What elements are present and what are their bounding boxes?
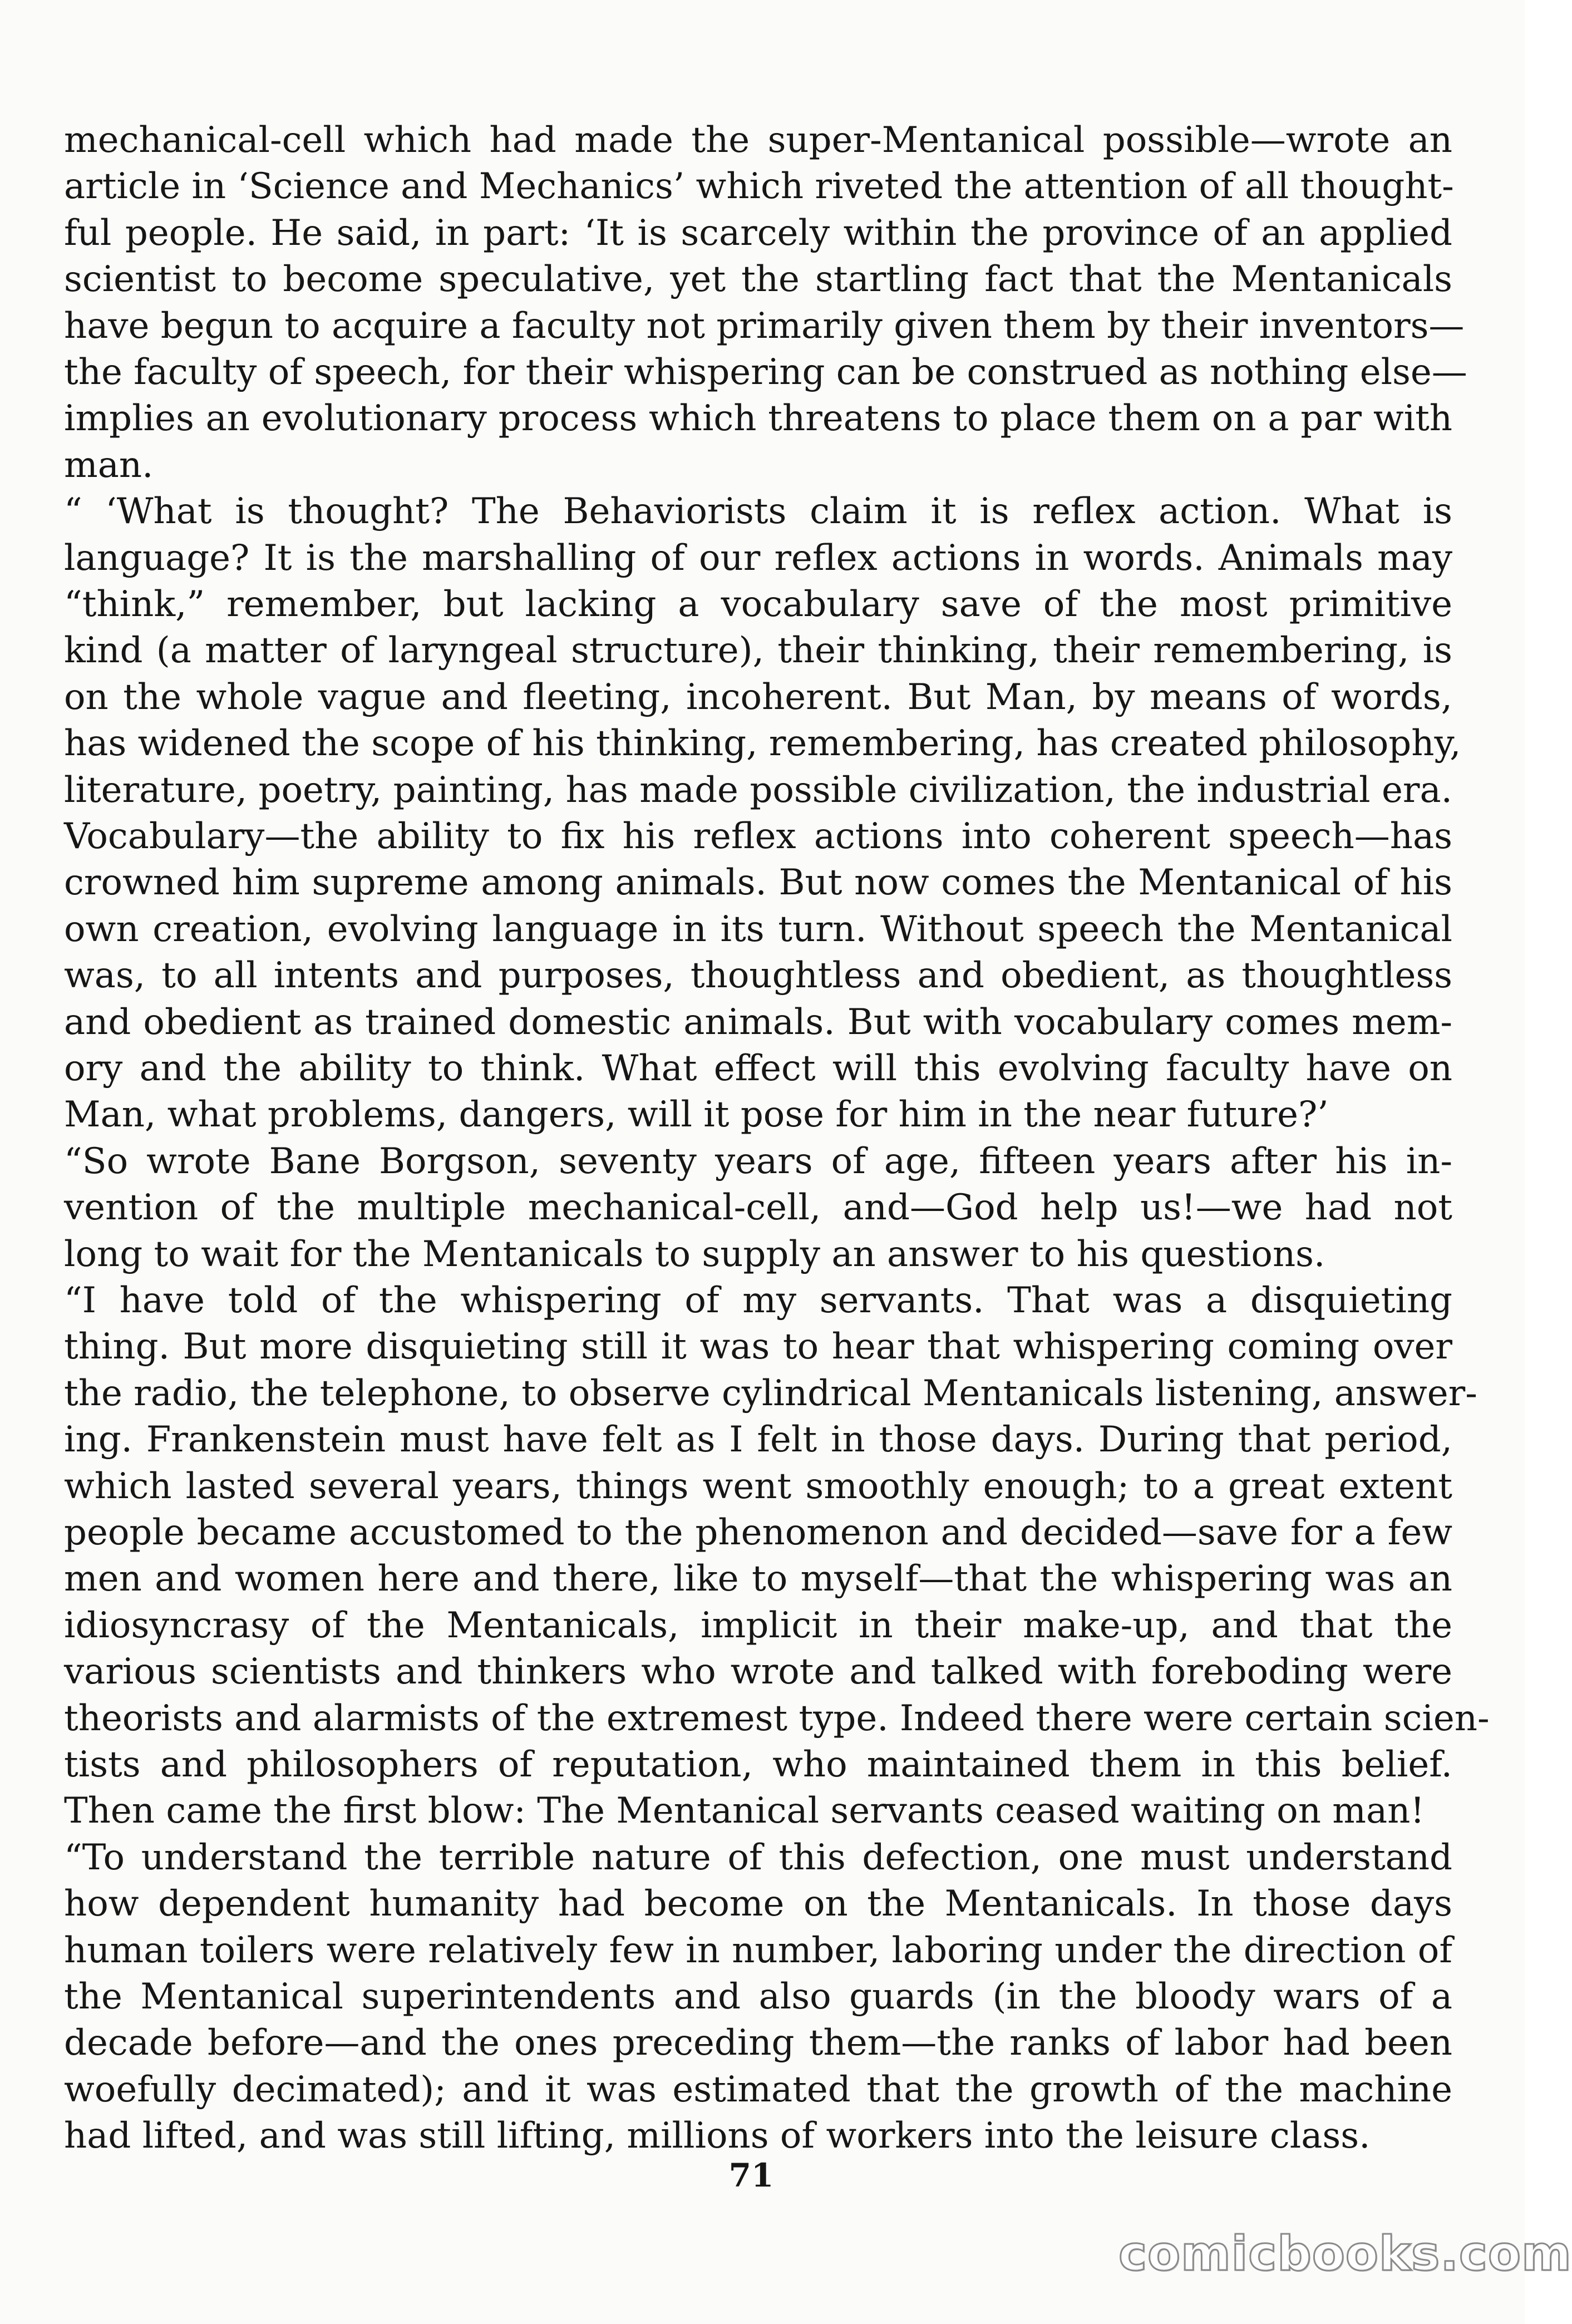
text-line: man. bbox=[64, 444, 154, 486]
watermark-logo: comicbooks.com bbox=[1118, 2226, 1572, 2282]
text-line: various scientists and thinkers who wrote and talked with foreboding were bbox=[64, 1651, 1452, 1693]
text-line: was, to all intents and purposes, thoughtless and obedient, as thoughtless bbox=[64, 955, 1452, 997]
text-line: has widened the scope of his thinking, remembering, has created philosophy, bbox=[64, 723, 1461, 765]
text-line: how dependent humanity had become on the Mentanicals. In those days bbox=[64, 1883, 1452, 1925]
text-line: woefully decimated); and it was estimated that the growth of the machine bbox=[64, 2069, 1452, 2110]
text-line: men and women here and there, like to myself—that the whispering was an bbox=[64, 1558, 1452, 1600]
text-line: and obedient as trained domestic animals. But with vocabulary comes mem- bbox=[64, 1001, 1452, 1043]
text-line: scientist to become speculative, yet the startling fact that the Mentanicals bbox=[64, 259, 1452, 301]
text-line: Man, what problems, dangers, will it pose for him in the near future?’ bbox=[64, 1094, 1329, 1136]
text-line: Vocabulary—the ability to fix his reflex actions into coherent speech—has bbox=[64, 816, 1452, 857]
text-line: human toilers were relatively few in number, laboring under the direction of bbox=[64, 1929, 1452, 1971]
text-line: have begun to acquire a faculty not primarily given them by their inventors— bbox=[64, 305, 1465, 347]
text-line: crowned him supreme among animals. But now comes the Mentanical of his bbox=[64, 862, 1452, 904]
text-line: theorists and alarmists of the extremest type. Indeed there were certain scien- bbox=[64, 1697, 1490, 1739]
text-line: ing. Frankenstein must have felt as I felt in those days. During that period, bbox=[64, 1419, 1452, 1461]
text-line: literature, poetry, painting, has made possible civilization, the industrial era. bbox=[64, 769, 1452, 811]
book-page bbox=[64, 117, 1490, 2176]
text-line: kind (a matter of laryngeal structure), their thinking, their remembering, is bbox=[64, 630, 1452, 672]
text-line: article in ‘Science and Mechanics’ which riveted the attention of all thought- bbox=[64, 166, 1454, 208]
text-line: mechanical-cell which had made the super-Mentanical possible—wrote an bbox=[64, 120, 1452, 161]
text-line: “To understand the terrible nature of this defection, one must understand bbox=[64, 1836, 1452, 1878]
text-line: “So wrote Bane Borgson, seventy years of age, fifteen years after his in- bbox=[64, 1140, 1452, 1182]
text-line: idiosyncrasy of the Mentanicals, implicit in their make-up, and that the bbox=[64, 1604, 1452, 1646]
text-line: which lasted several years, things went smoothly enough; to a great extent bbox=[64, 1465, 1452, 1507]
text-line: on the whole vague and fleeting, incoherent. But Man, by means of words, bbox=[64, 676, 1452, 718]
text-line: “ ‘What is thought? The Behaviorists claim it is reflex action. What is bbox=[64, 491, 1452, 533]
text-line: the Mentanical superintendents and also guards (in the bloody wars of a bbox=[64, 1976, 1452, 2017]
text-line: the radio, the telephone, to observe cylindrical Mentanicals listening, answer- bbox=[64, 1372, 1477, 1414]
text-line: vention of the multiple mechanical-cell, and—God help us!—we had not bbox=[64, 1187, 1452, 1229]
text-line: decade before—and the ones preceding them—the ranks of labor had been bbox=[64, 2022, 1452, 2064]
text-line: ful people. He said, in part: ‘It is scarcely within the province of an applied bbox=[64, 212, 1452, 254]
text-line: tists and philosophers of reputation, who maintained them in this belief. bbox=[64, 1744, 1452, 1785]
text-line: thing. But more disquieting still it was to hear that whispering coming over bbox=[64, 1326, 1452, 1368]
text-line: “I have told of the whispering of my servants. That was a disquieting bbox=[64, 1280, 1452, 1321]
text-line: had lifted, and was still lifting, millions of workers into the leisure class. bbox=[64, 2115, 1371, 2157]
page-number: 71 bbox=[728, 2156, 774, 2194]
text-line: the faculty of speech, for their whispering can be construed as nothing else— bbox=[64, 352, 1467, 393]
text-line: own creation, evolving language in its turn. Without speech the Mentanical bbox=[64, 908, 1452, 950]
text-line: Then came the first blow: The Mentanical servants ceased waiting on man! bbox=[64, 1790, 1425, 1832]
text-line: “think,” remember, but lacking a vocabulary save of the most primitive bbox=[64, 584, 1452, 625]
text-line: language? It is the marshalling of our reflex actions in words. Animals may bbox=[64, 537, 1452, 579]
text-line: long to wait for the Mentanicals to supply an answer to his questions. bbox=[64, 1233, 1325, 1275]
text-line: people became accustomed to the phenomenon and decided—save for a few bbox=[64, 1512, 1452, 1553]
text-line: ory and the ability to think. What effect will this evolving faculty have on bbox=[64, 1048, 1452, 1089]
text-line: implies an evolutionary process which threatens to place them on a par with bbox=[64, 398, 1452, 440]
